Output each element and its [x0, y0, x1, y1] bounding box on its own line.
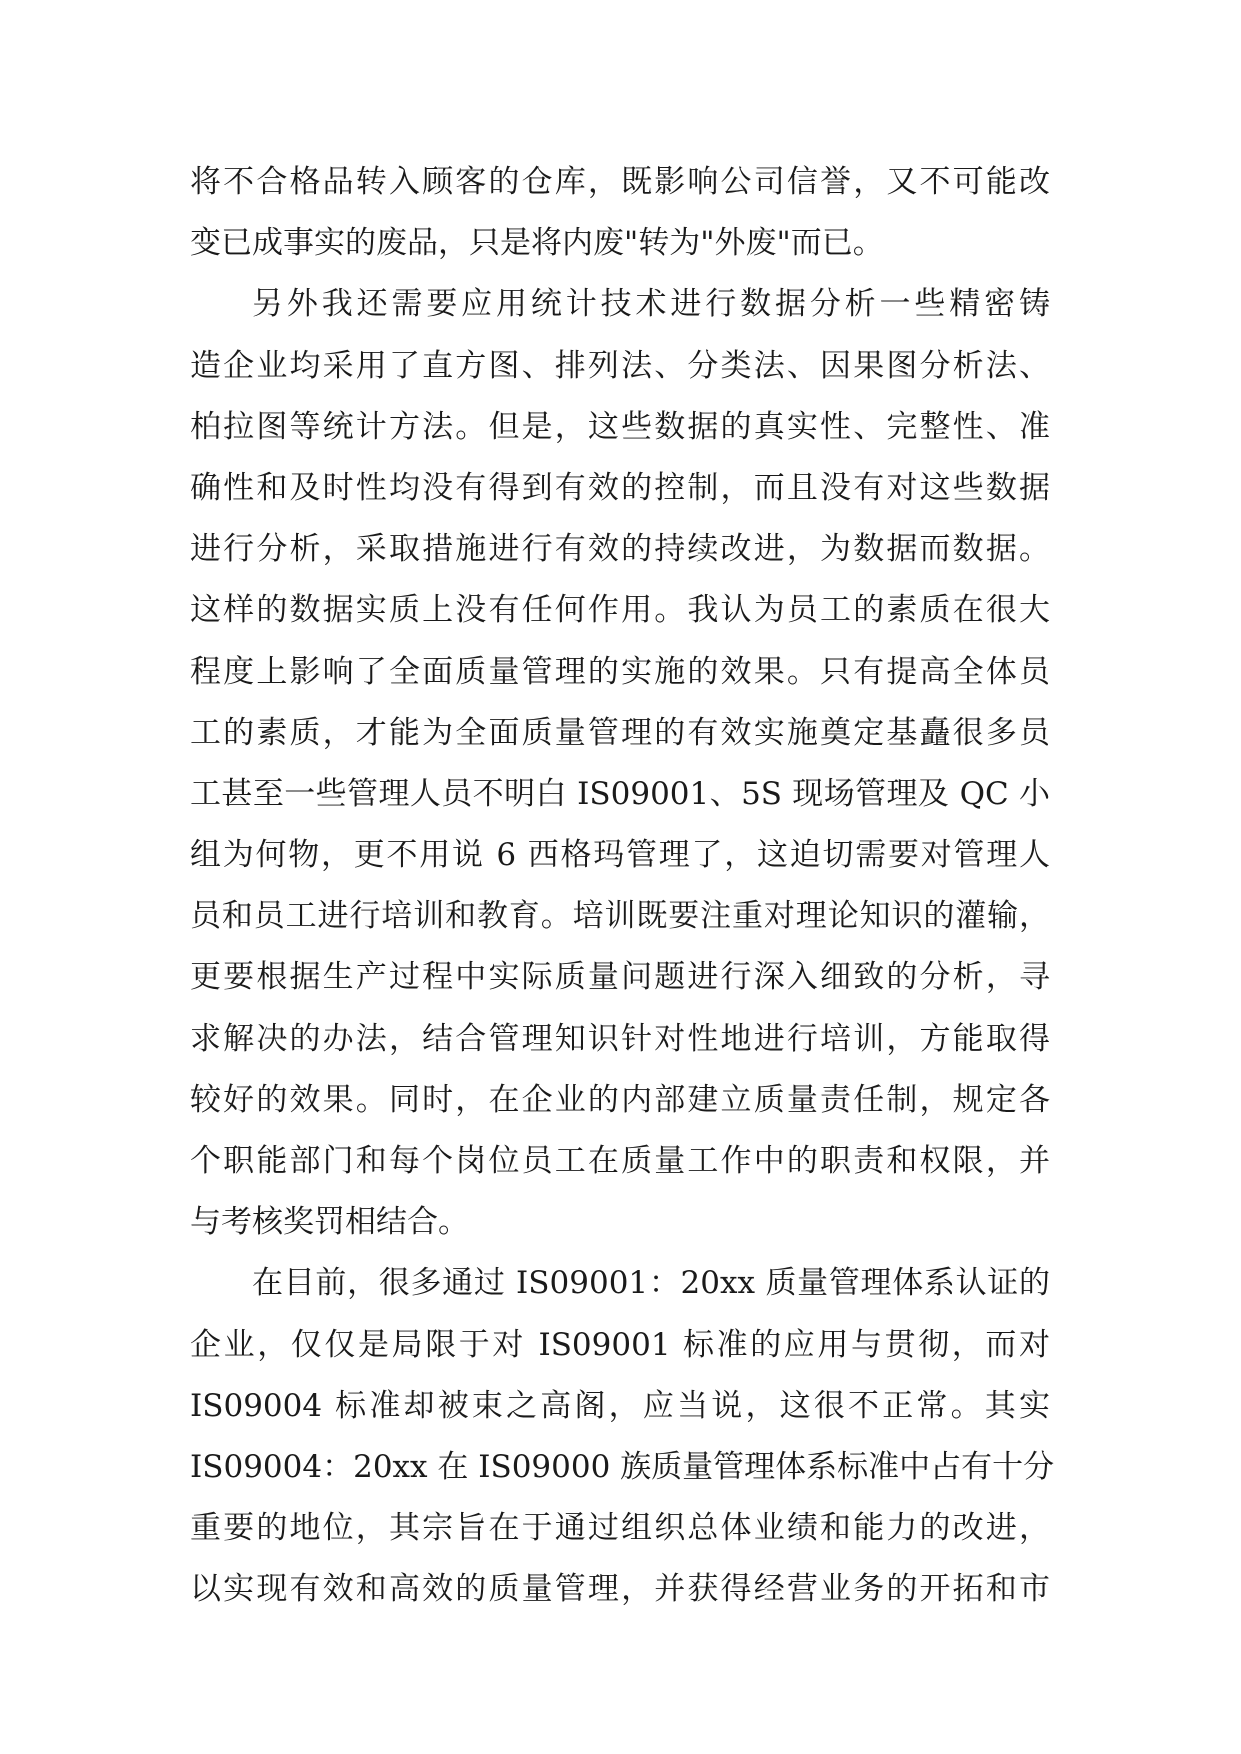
text-line: 以实现有效和高效的质量管理，并获得经营业务的开拓和市	[190, 1571, 1050, 1608]
text-line: 柏拉图等统计方法。但是，这些数据的真实性、完整性、准	[190, 408, 1050, 445]
text-line: 程度上影响了全面质量管理的实施的效果。只有提高全体员	[190, 653, 1050, 690]
paragraph-1	[190, 152, 1050, 274]
document-page	[190, 152, 1055, 1621]
text-line: IS09004：20xx 在 IS09000 族质量管理体系标准中占有十分	[190, 1448, 1055, 1485]
paragraph-2	[190, 274, 1050, 1253]
text-line: IS09004 标准却被束之高阁，应当说，这很不正常。其实	[190, 1387, 1050, 1424]
text-line: 这样的数据实质上没有任何作用。我认为员工的素质在很大	[190, 592, 1050, 629]
text-line: 个职能部门和每个岗位员工在质量工作中的职责和权限，并	[190, 1143, 1050, 1179]
text-line: 企业，仅仅是局限于对 IS09001 标准的应用与贯彻，而对	[190, 1326, 1050, 1363]
text-line: 与考核奖罚相结合。	[190, 1204, 469, 1241]
paragraph-3	[190, 1253, 1055, 1620]
text-line: 进行分析，采取措施进行有效的持续改进，为数据而数据。	[190, 531, 1050, 568]
text-line: 更要根据生产过程中实际质量问题进行深入细致的分析，寻	[190, 959, 1050, 996]
text-line: 工甚至一些管理人员不明白 IS09001、5S 现场管理及 QC 小	[190, 775, 1050, 812]
text-line: 造企业均采用了直方图、排列法、分类法、因果图分析法、	[190, 347, 1050, 384]
text-line: 确性和及时性均没有得到有效的控制，而且没有对这些数据	[190, 469, 1050, 506]
text-line: 变已成事实的废品，只是将内废"转为"外废"而已。	[190, 225, 884, 262]
text-line: 另外我还需要应用统计技术进行数据分析一些精密铸	[252, 286, 1050, 323]
text-line: 较好的效果。同时，在企业的内部建立质量责任制，规定各	[190, 1081, 1050, 1118]
text-line: 将不合格品转入顾客的仓库，既影响公司信誉，又不可能改	[190, 164, 1050, 200]
text-line: 重要的地位，其宗旨在于通过组织总体业绩和能力的改进，	[190, 1510, 1050, 1547]
text-line: 求解决的办法，结合管理知识针对性地进行培训，方能取得	[190, 1020, 1050, 1057]
text-line: 在目前，很多通过 IS09001：20xx 质量管理体系认证的	[252, 1265, 1050, 1302]
text-line: 员和员工进行培训和教育。培训既要注重对理论知识的灌输，	[190, 898, 1050, 935]
text-line: 工的素质，才能为全面质量管理的有效实施奠定基矗很多员	[190, 714, 1050, 751]
text-line: 组为何物，更不用说 6 西格玛管理了，这迫切需要对管理人	[190, 837, 1050, 874]
